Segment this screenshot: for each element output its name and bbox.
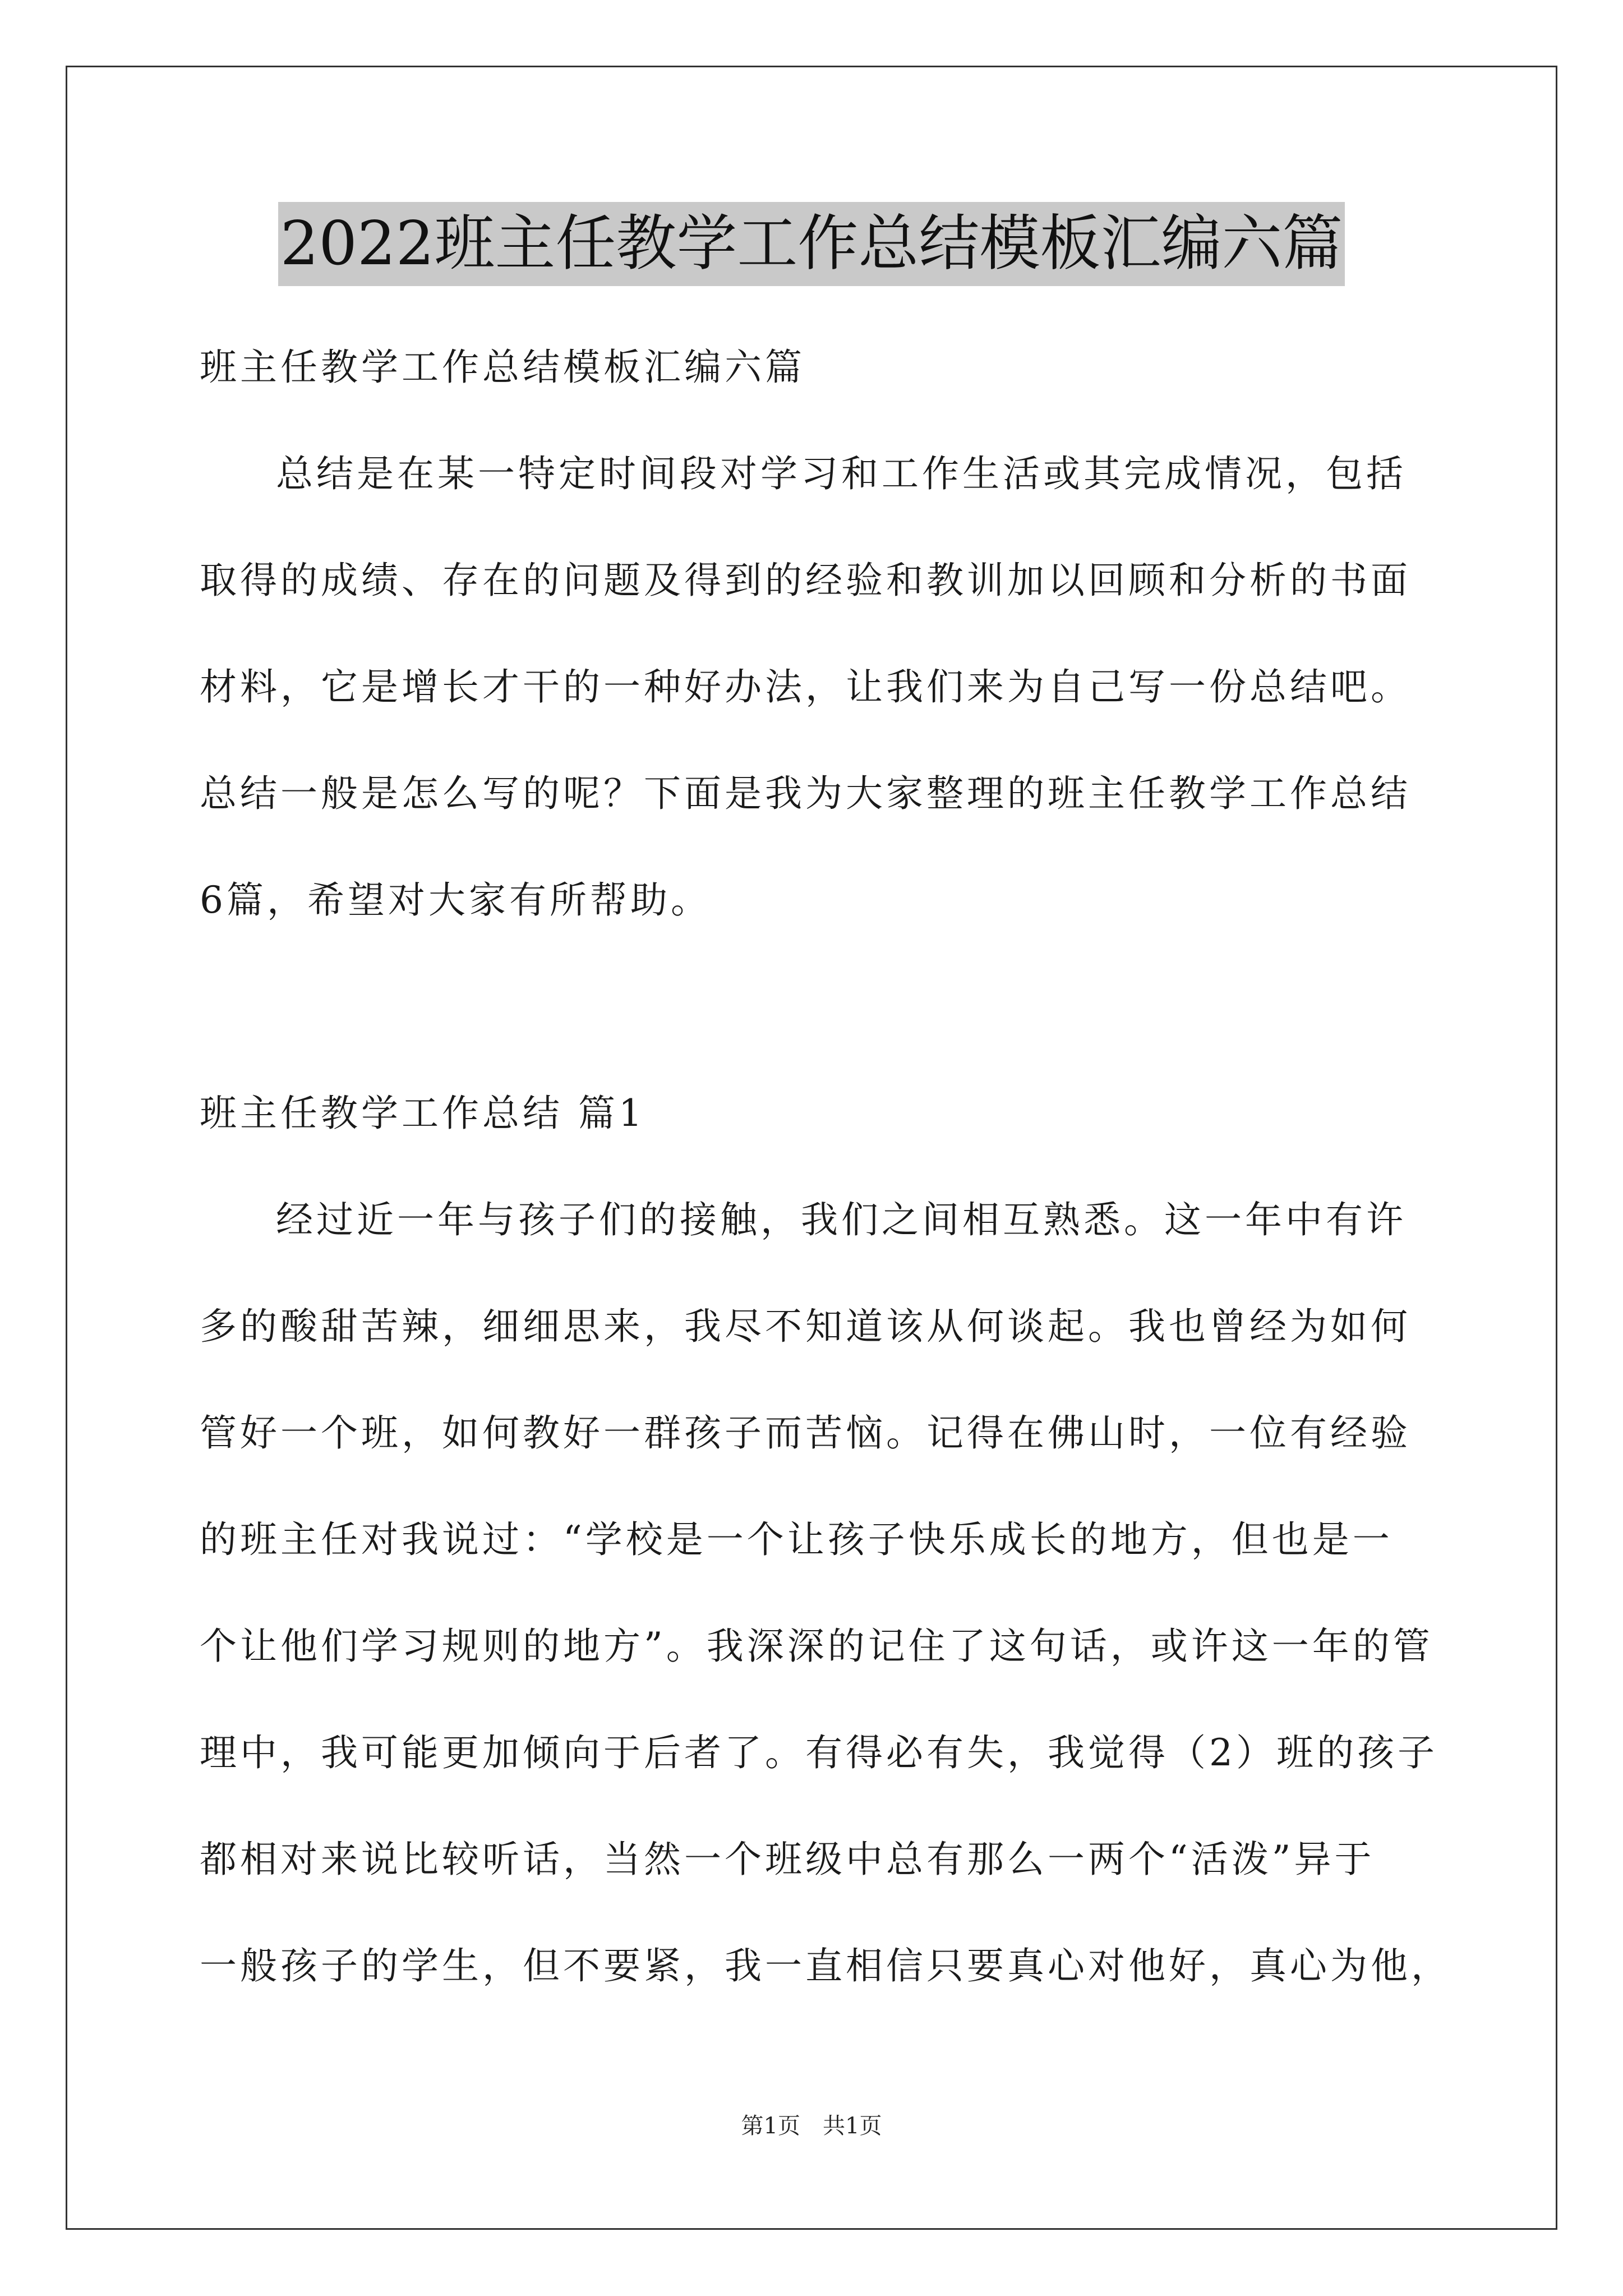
page-footer [0, 2109, 1623, 2143]
page-number: 第1页 [741, 2113, 800, 2139]
section-line: 经过近一年与孩子们的接触，我们之间相互熟悉。这一年中有许 [276, 1198, 1407, 1241]
section-line: 管好一个班，如何教好一群孩子而苦恼。记得在佛山时，一位有经验 [200, 1411, 1411, 1455]
section-line: 一般孩子的学生，但不要紧，我一直相信只要真心对他好，真心为他， [200, 1944, 1451, 1987]
section-line: 多的酸甜苦辣，细细思来，我尽不知道该从何谈起。我也曾经为如何 [200, 1305, 1411, 1348]
intro-line: 总结是在某一特定时间段对学习和工作生活或其完成情况，包括 [276, 452, 1407, 495]
document-subtitle: 班主任教学工作总结模板汇编六篇 [200, 346, 805, 389]
section-line: 理中，我可能更加倾向于后者了。有得必有失，我觉得（2）班的孩子 [200, 1731, 1438, 1774]
section-line: 个让他们学习规则的地方”。我深深的记住了这句话，或许这一年的管 [200, 1625, 1433, 1668]
section-heading: 班主任教学工作总结 篇1 [200, 1092, 645, 1135]
section-line: 的班主任对我说过：“学校是一个让孩子快乐成长的地方，但也是一 [200, 1518, 1393, 1561]
intro-line: 材料，它是增长才干的一种好办法，让我们来为自己写一份总结吧。 [200, 665, 1411, 708]
document-body [200, 314, 1451, 2019]
section-line: 都相对来说比较听话，当然一个班级中总有那么一两个“活泼”异于 [200, 1838, 1375, 1881]
intro-line: 6篇，希望对大家有所帮助。 [200, 878, 711, 922]
document-title: 2022班主任教学工作总结模板汇编六篇 [278, 202, 1345, 286]
intro-line: 总结一般是怎么写的呢？下面是我为大家整理的班主任教学工作总结 [200, 772, 1411, 815]
title-wrap [0, 202, 1623, 286]
page-total: 共1页 [823, 2113, 882, 2139]
paragraph-gap [200, 954, 1433, 1060]
intro-line: 取得的成绩、存在的问题及得到的经验和教训加以回顾和分析的书面 [200, 559, 1411, 602]
